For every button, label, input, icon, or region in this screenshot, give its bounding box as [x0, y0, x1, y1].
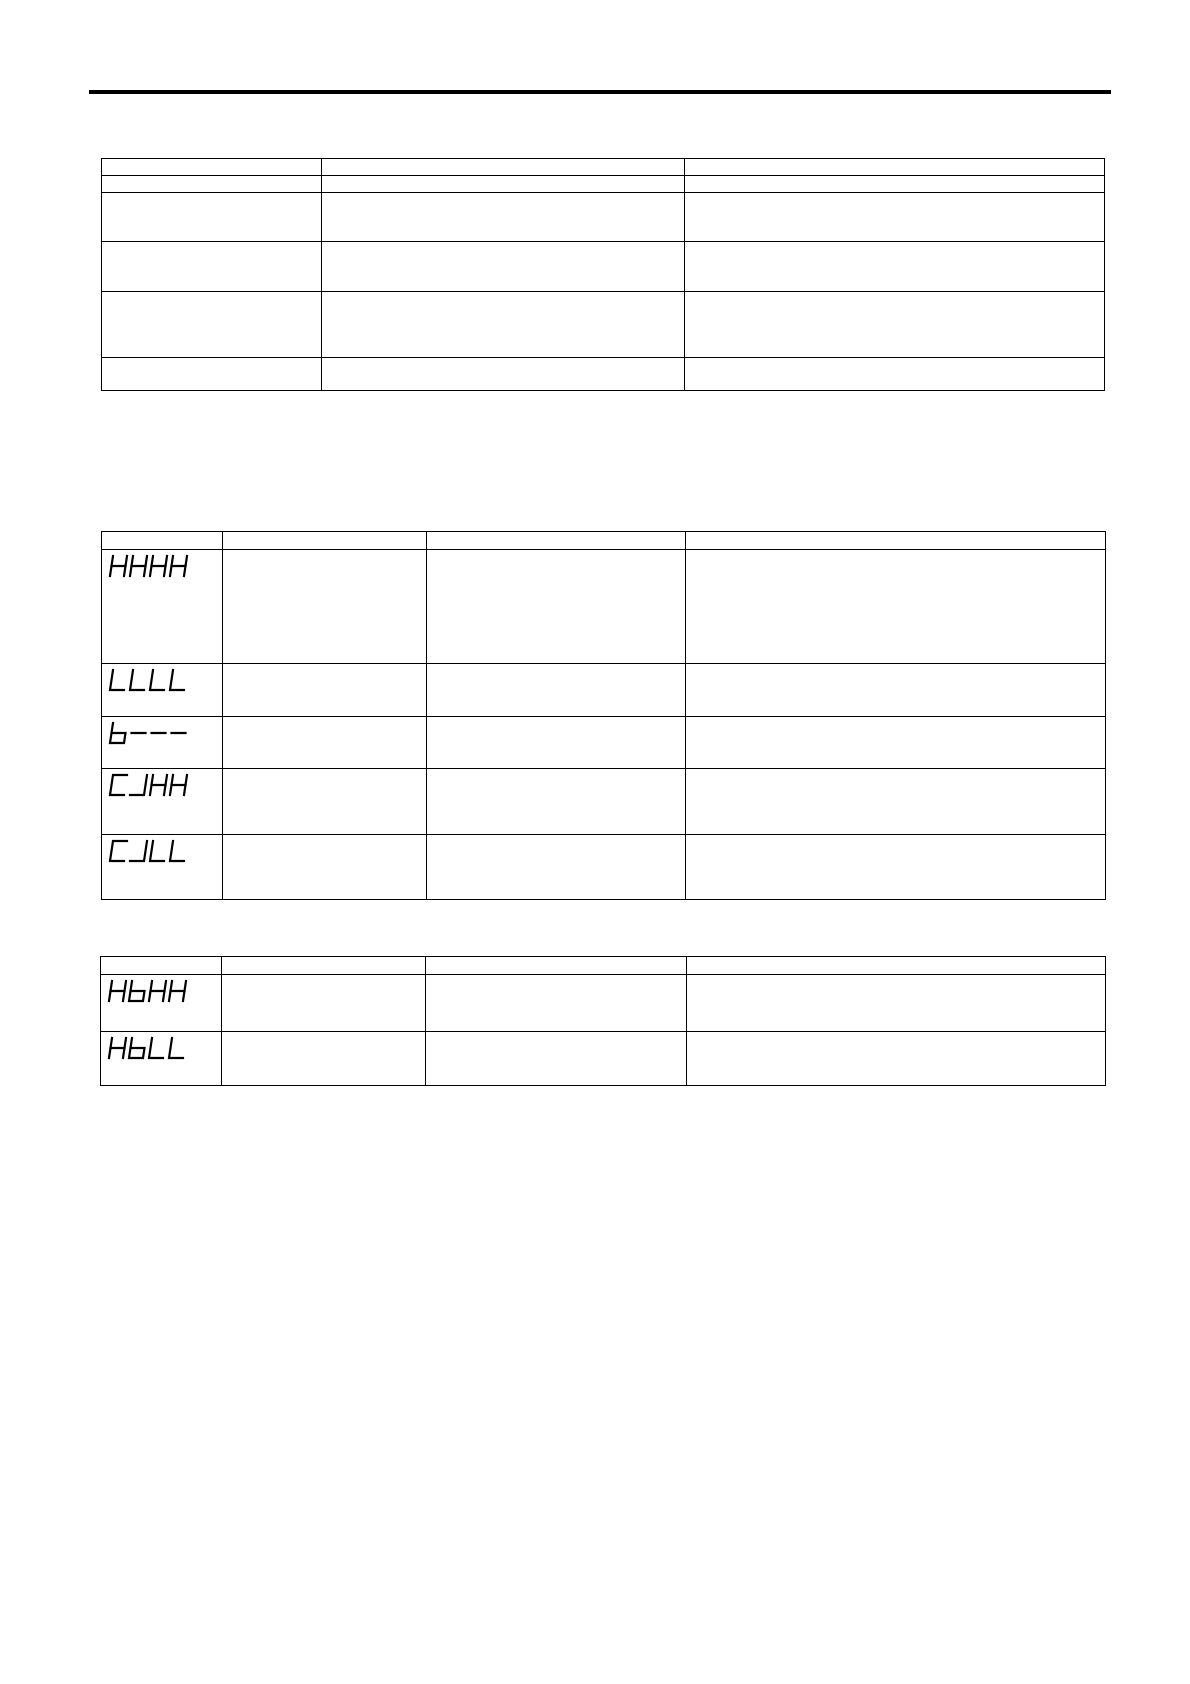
table-header-row: [101, 957, 1106, 975]
segment-stroke: [110, 670, 124, 690]
segment-stroke: [110, 775, 127, 795]
segment-stroke: [170, 841, 184, 861]
segment-stroke: [169, 1038, 183, 1058]
seg-display: [110, 773, 202, 797]
table-header-row: [102, 532, 1106, 550]
table-row: [102, 176, 1105, 193]
segment-stroke: [130, 775, 147, 795]
segment-stroke: [129, 981, 145, 1001]
seg-display: [110, 554, 202, 578]
table-row: [102, 769, 1106, 835]
table-row: [102, 242, 1105, 292]
segment-stroke: [150, 670, 164, 690]
segment-stroke: [150, 841, 164, 861]
seg-display: [109, 979, 201, 1003]
segment-stroke: [110, 841, 127, 861]
seg-display: [110, 668, 202, 692]
table-row: [102, 835, 1106, 900]
segment-stroke: [170, 670, 184, 690]
table-row: [102, 358, 1105, 391]
table-1: [101, 158, 1105, 391]
segment-stroke: [149, 1038, 163, 1058]
table-row: [102, 664, 1106, 717]
segment-stroke: [110, 723, 126, 743]
seg-display: [110, 721, 202, 745]
table-row: [102, 193, 1105, 242]
segment-stroke: [130, 841, 147, 861]
table-3: [100, 956, 1106, 1086]
table-row: [102, 159, 1105, 176]
seg-display: [109, 1036, 201, 1060]
table-2: [101, 531, 1106, 900]
segment-stroke: [130, 670, 144, 690]
header-rule: [89, 90, 1111, 94]
table-row: [102, 550, 1106, 664]
table-row: [102, 717, 1106, 769]
table-row: [101, 1032, 1106, 1086]
seg-display: [110, 839, 202, 863]
table-row: [102, 292, 1105, 358]
segment-stroke: [129, 1038, 145, 1058]
table-row: [101, 975, 1106, 1032]
